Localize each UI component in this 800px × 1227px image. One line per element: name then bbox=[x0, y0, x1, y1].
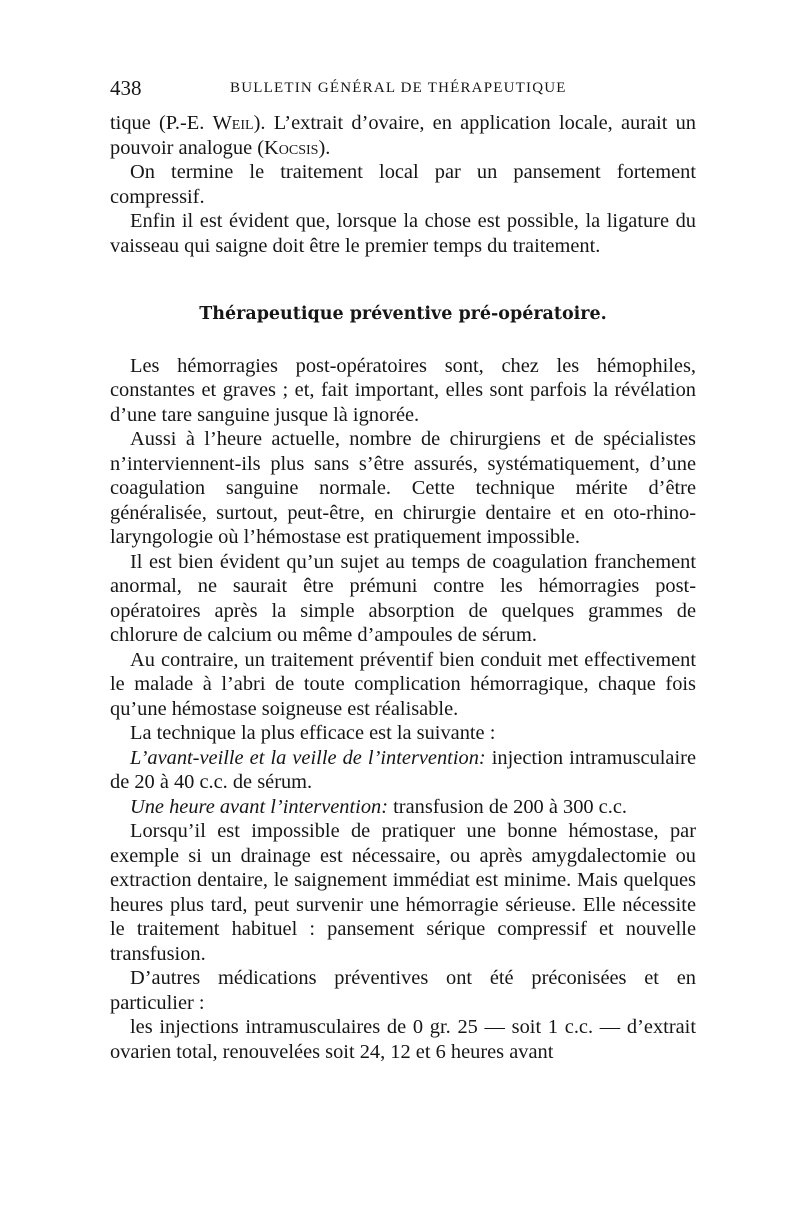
paragraph: D’autres médications préventives ont été préconisées et en particulier : bbox=[110, 967, 696, 1014]
page-number: 438 bbox=[110, 76, 142, 100]
paragraph: On termine le traitement local par un pansement fortement compressif. bbox=[110, 161, 696, 208]
paragraph: Enfin il est évident que, lorsque la chose est possible, la ligature du vaisseau qui saigne doit être le premier temps du traitement. bbox=[110, 210, 696, 257]
running-title: BULLETIN GÉNÉRAL DE THÉRAPEUTIQUE bbox=[230, 80, 567, 96]
paragraph bbox=[110, 111, 696, 160]
text-run: injection intramusculaire de 20 à 40 c.c. de sérum. bbox=[110, 746, 696, 793]
text-run: ). bbox=[318, 136, 331, 159]
author-name: Kocsis bbox=[264, 136, 319, 159]
paragraph bbox=[110, 746, 696, 795]
text-run: tique (P.-E. bbox=[110, 112, 213, 134]
paragraph: Aussi à l’heure actuelle, nombre de chirurgiens et de spécialistes n’interviennent-ils plus sans s’être assurés, systématiquement, d’une coagulation sanguine normale. Cette technique mérite d’être généralisée, surtout, peut-être, en chirurgie dentaire et en oto-rhino-laryngologie où l’hémostase est pratiquement impossible. bbox=[110, 428, 696, 548]
italic-lead: L’avant-veille et la veille de l’intervention: bbox=[130, 746, 486, 769]
body-text bbox=[110, 111, 696, 1064]
paragraph: Lorsqu’il est impossible de pratiquer une bonne hémostase, par exemple si un drainage est nécessaire, ou après amygdalectomie ou extraction dentaire, le saignement immédiat est minime. Mais quelques heures plus tard, peut survenir une hémorragie sérieuse. Elle nécessite le traitement habituel : pansement sérique compressif et nouvelle transfusion. bbox=[110, 820, 696, 965]
page-header bbox=[110, 76, 696, 102]
paragraph: La technique la plus efficace est la suivante : bbox=[130, 722, 496, 744]
italic-lead: Une heure avant l’intervention: bbox=[130, 795, 389, 818]
text-run: ). L’extrait d’ovaire, en application locale, aurait un pouvoir analogue ( bbox=[110, 112, 697, 159]
author-name: Weil bbox=[212, 112, 254, 134]
text-run: transfusion de 200 à 300 c.c. bbox=[388, 795, 627, 818]
paragraph: les injections intramusculaires de 0 gr. 25 — soit 1 c.c. — d’extrait ovarien total, renouvelées soit 24, 12 et 6 heures avant bbox=[110, 1016, 696, 1063]
section-heading: Thérapeutique préventive pré-opératoire. bbox=[199, 304, 607, 324]
paragraph: Il est bien évident qu’un sujet au temps de coagulation franchement anormal, ne saurait être prémuni contre les hémorragies post-opératoires après la simple absorption de quelques grammes de chlorure de calcium ou même d’ampoules de sérum. bbox=[110, 550, 696, 646]
paragraph bbox=[110, 795, 696, 820]
paragraph: Au contraire, un traitement préventif bien conduit met effectivement le malade à l’abri de toute complication hémorragique, chaque fois qu’une hémostase soigneuse est réalisable. bbox=[110, 648, 696, 720]
paragraph: Les hémorragies post-opératoires sont, chez les hémophiles, constantes et graves ; et, fait important, elles sont parfois la révélation d’une tare sanguine jusque là ignorée. bbox=[110, 354, 696, 426]
